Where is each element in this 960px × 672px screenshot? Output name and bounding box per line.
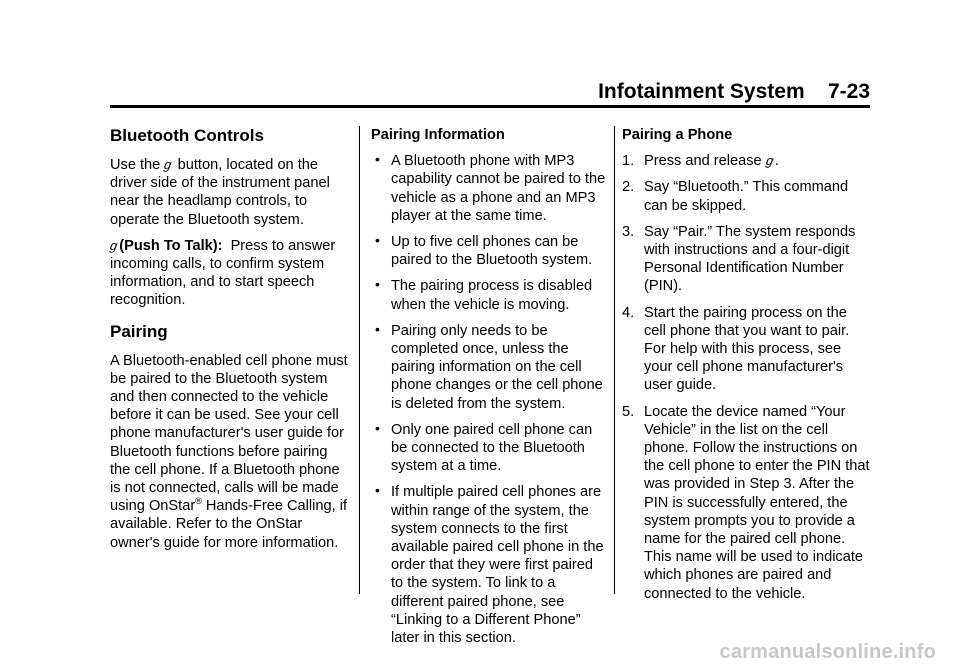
column-1 — [110, 126, 348, 560]
heading-pairing-information: Pairing Information — [371, 127, 505, 143]
bullet-icon: • — [375, 482, 380, 499]
bullet-icon: • — [375, 151, 380, 168]
list-item: 5. Locate the device named “Your Vehicle” in the list on the cell phone. Follow the instructions on the cell phone to enter the PIN that was provided in Step 3. After the PIN is successfully entered, the system prompts you to provide a name for the paired cell phone. This name will be used to indicate which phones are paired and connected to the vehicle. — [622, 403, 870, 602]
paragraph-pairing: A Bluetooth-enabled cell phone must be paired to the Bluetooth system and then connected to the vehicle before it can be used. See your cell phone manufacturer's user guide for Bluetooth functions before pairing the cell phone. If a Bluetooth phone is not connected, calls will be made using OnStar® Hands-Free Calling, if available. Refer to the OnStar owner's guide for more information. — [110, 352, 348, 551]
bullet-icon: • — [375, 276, 380, 293]
column-2 — [371, 126, 609, 655]
list-item: • The pairing process is disabled when the vehicle is moving. — [375, 276, 593, 313]
watermark: carmanualsonline.info — [719, 641, 936, 663]
registered-mark: ® — [195, 496, 202, 507]
bullet-icon: • — [375, 419, 380, 436]
list-item: 3. Say “Pair.” The system responds with instructions and a four-digit Personal Identification Number (PIN). — [622, 223, 856, 295]
list-item: 2. Say “Bluetooth.” This command can be skipped. — [622, 179, 849, 214]
page-header — [110, 80, 870, 108]
list-item: • Only one paired cell phone can be connected to the Bluetooth system at a time. — [375, 419, 593, 475]
list-item: 1. Press and release g. — [622, 153, 779, 170]
list-item: • Pairing only needs to be completed once, unless the pairing information on the cell phone changes or the cell phone is deleted from the system. — [375, 320, 603, 412]
paragraph-ptt-definition: g(Push To Talk): Press to answer incoming calls, to confirm system information, and to start speech recognition. — [108, 237, 340, 309]
heading-bluetooth-controls: Bluetooth Controls — [110, 126, 264, 145]
list-item: • Up to five cell phones can be paired to the Bluetooth system. — [375, 232, 593, 269]
push-to-talk-icon: g — [163, 157, 174, 172]
pairing-steps-list — [622, 152, 872, 603]
column-3 — [622, 126, 872, 611]
list-item: • If multiple paired cell phones are within range of the system, the system connects to the first available paired cell phone in the order that they were first paired to the system. To link to a different paired phone, see “Linking to a Different Phone” later in this section. — [375, 482, 604, 647]
pairing-info-list — [371, 152, 609, 647]
heading-pairing: Pairing — [110, 321, 168, 341]
paragraph-ptt-button: Use the g button, located on the driver side of the instrument panel near the headlamp controls, to operate the Bluetooth system. — [110, 157, 330, 228]
push-to-talk-icon: g — [108, 237, 119, 253]
heading-pairing-a-phone: Pairing a Phone — [622, 127, 733, 143]
column-divider — [359, 126, 360, 594]
bullet-icon: • — [375, 232, 380, 249]
ptt-label: (Push To Talk): — [119, 237, 223, 254]
page-title: Infotainment System 7-23 — [598, 80, 870, 103]
push-to-talk-icon: g — [764, 153, 775, 169]
bullet-icon: • — [375, 320, 380, 337]
column-divider — [614, 126, 615, 594]
list-item: 4. Start the pairing process on the cell phone that you want to pair. For help with this process, see your cell phone manufacturer's user guide. — [622, 304, 850, 394]
list-item: • A Bluetooth phone with MP3 capability cannot be paired to the vehicle as a phone and an MP3 player at the same time. — [375, 151, 606, 224]
header-rule — [110, 105, 870, 108]
